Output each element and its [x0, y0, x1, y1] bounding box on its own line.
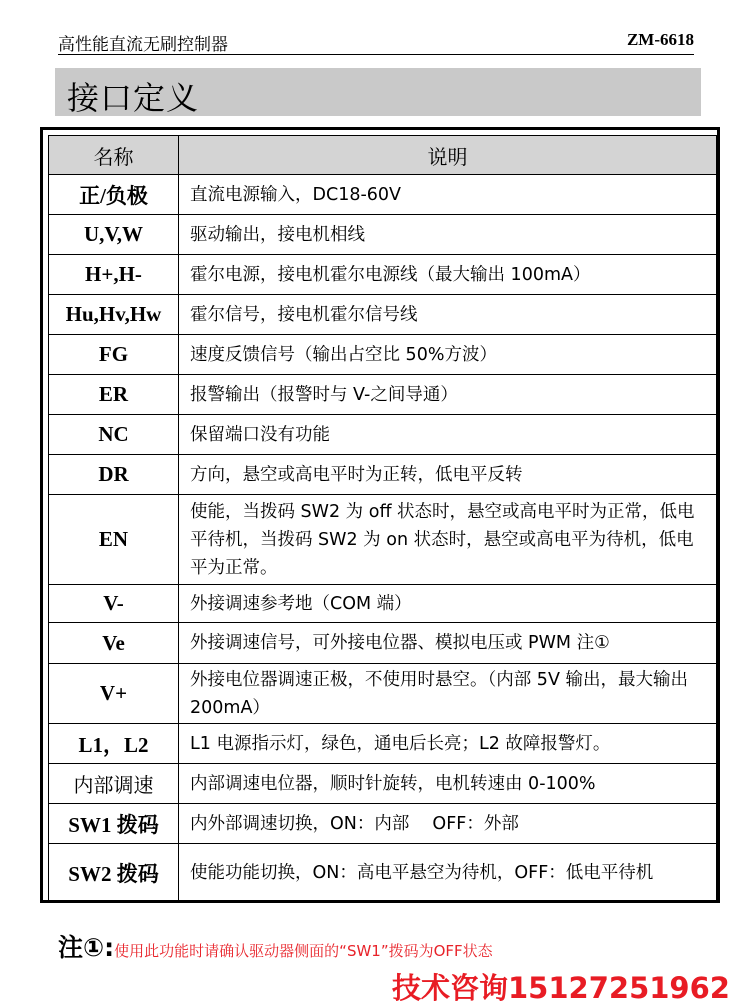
footnote-marker: 注①:	[58, 933, 115, 962]
table-row	[49, 255, 717, 295]
table-row	[49, 175, 717, 215]
row-description: 驱动输出，接电机相线	[179, 215, 717, 255]
row-name: ER	[49, 375, 179, 415]
table-row	[49, 415, 717, 455]
contact-watermark: 技术咨询15127251962	[392, 971, 730, 1005]
row-description: 内部调速电位器，顺时针旋转，电机转速由 0-100%	[179, 764, 717, 804]
row-description: 使能，当拨码 SW2 为 off 状态时，悬空或高电平时为正常，低电平待机，当拨码 SW2 为 on 状态时，悬空或高电平为待机，低电平为正常。	[179, 495, 717, 585]
row-description: 外接电位器调速正极，不使用时悬空。（内部 5V 输出，最大输出 200mA）	[179, 664, 717, 724]
row-description: 外接调速信号，可外接电位器、模拟电压或 PWM 注①	[179, 623, 717, 664]
table-row	[49, 764, 717, 804]
row-name: Hu,Hv,Hw	[49, 295, 179, 335]
row-description: 方向，悬空或高电平时为正转，低电平反转	[179, 455, 717, 495]
row-name: NC	[49, 415, 179, 455]
row-name: FG	[49, 335, 179, 375]
interface-definition-table	[48, 135, 717, 902]
row-description: 直流电源输入，DC18-60V	[179, 175, 717, 215]
row-name: U,V,W	[49, 215, 179, 255]
row-description: 速度反馈信号（输出占空比 50%方波）	[179, 335, 717, 375]
table-row	[49, 335, 717, 375]
footnote-text: 使用此功能时请确认驱动器侧面的“SW1”拨码为OFF状态	[114, 942, 493, 960]
table-row	[49, 295, 717, 335]
table-row	[49, 844, 717, 902]
row-description: 使能功能切换，ON：高电平悬空为待机，OFF：低电平待机	[179, 844, 717, 902]
section-title: 接口定义	[67, 79, 200, 117]
row-name: 内部调速	[49, 764, 179, 804]
column-header-description: 说明	[179, 136, 717, 175]
row-name: EN	[49, 495, 179, 585]
row-name: Ve	[49, 623, 179, 664]
row-name: SW2 拨码	[49, 844, 179, 902]
row-name: DR	[49, 455, 179, 495]
row-description: 霍尔信号，接电机霍尔信号线	[179, 295, 717, 335]
table-row	[49, 455, 717, 495]
row-name: 正/负极	[49, 175, 179, 215]
table-row	[49, 215, 717, 255]
row-name: SW1 拨码	[49, 804, 179, 844]
model-number: ZM-6618	[626, 30, 694, 49]
row-description: 内外部调速切换，ON：内部 OFF：外部	[179, 804, 717, 844]
table-row	[49, 724, 717, 764]
row-description: 霍尔电源，接电机霍尔电源线（最大输出 100mA）	[179, 255, 717, 295]
table-row	[49, 375, 717, 415]
column-header-name: 名称	[49, 136, 179, 175]
row-name: H+,H-	[49, 255, 179, 295]
table-header-row	[49, 136, 717, 175]
footnote	[58, 928, 493, 962]
row-description: 报警输出（报警时与 V-之间导通）	[179, 375, 717, 415]
document-title: 高性能直流无刷控制器	[58, 35, 228, 55]
section-heading-bar	[55, 68, 701, 116]
row-description: L1 电源指示灯，绿色，通电后长亮；L2 故障报警灯。	[179, 724, 717, 764]
page-header	[58, 28, 694, 54]
table-row	[49, 495, 717, 585]
row-name: V+	[49, 664, 179, 724]
header-divider	[58, 54, 694, 55]
row-name: V-	[49, 585, 179, 623]
table-row	[49, 623, 717, 664]
table-row	[49, 664, 717, 724]
row-description: 保留端口没有功能	[179, 415, 717, 455]
row-name: L1，L2	[49, 724, 179, 764]
table-row	[49, 585, 717, 623]
table-row	[49, 804, 717, 844]
row-description: 外接调速参考地（COM 端）	[179, 585, 717, 623]
